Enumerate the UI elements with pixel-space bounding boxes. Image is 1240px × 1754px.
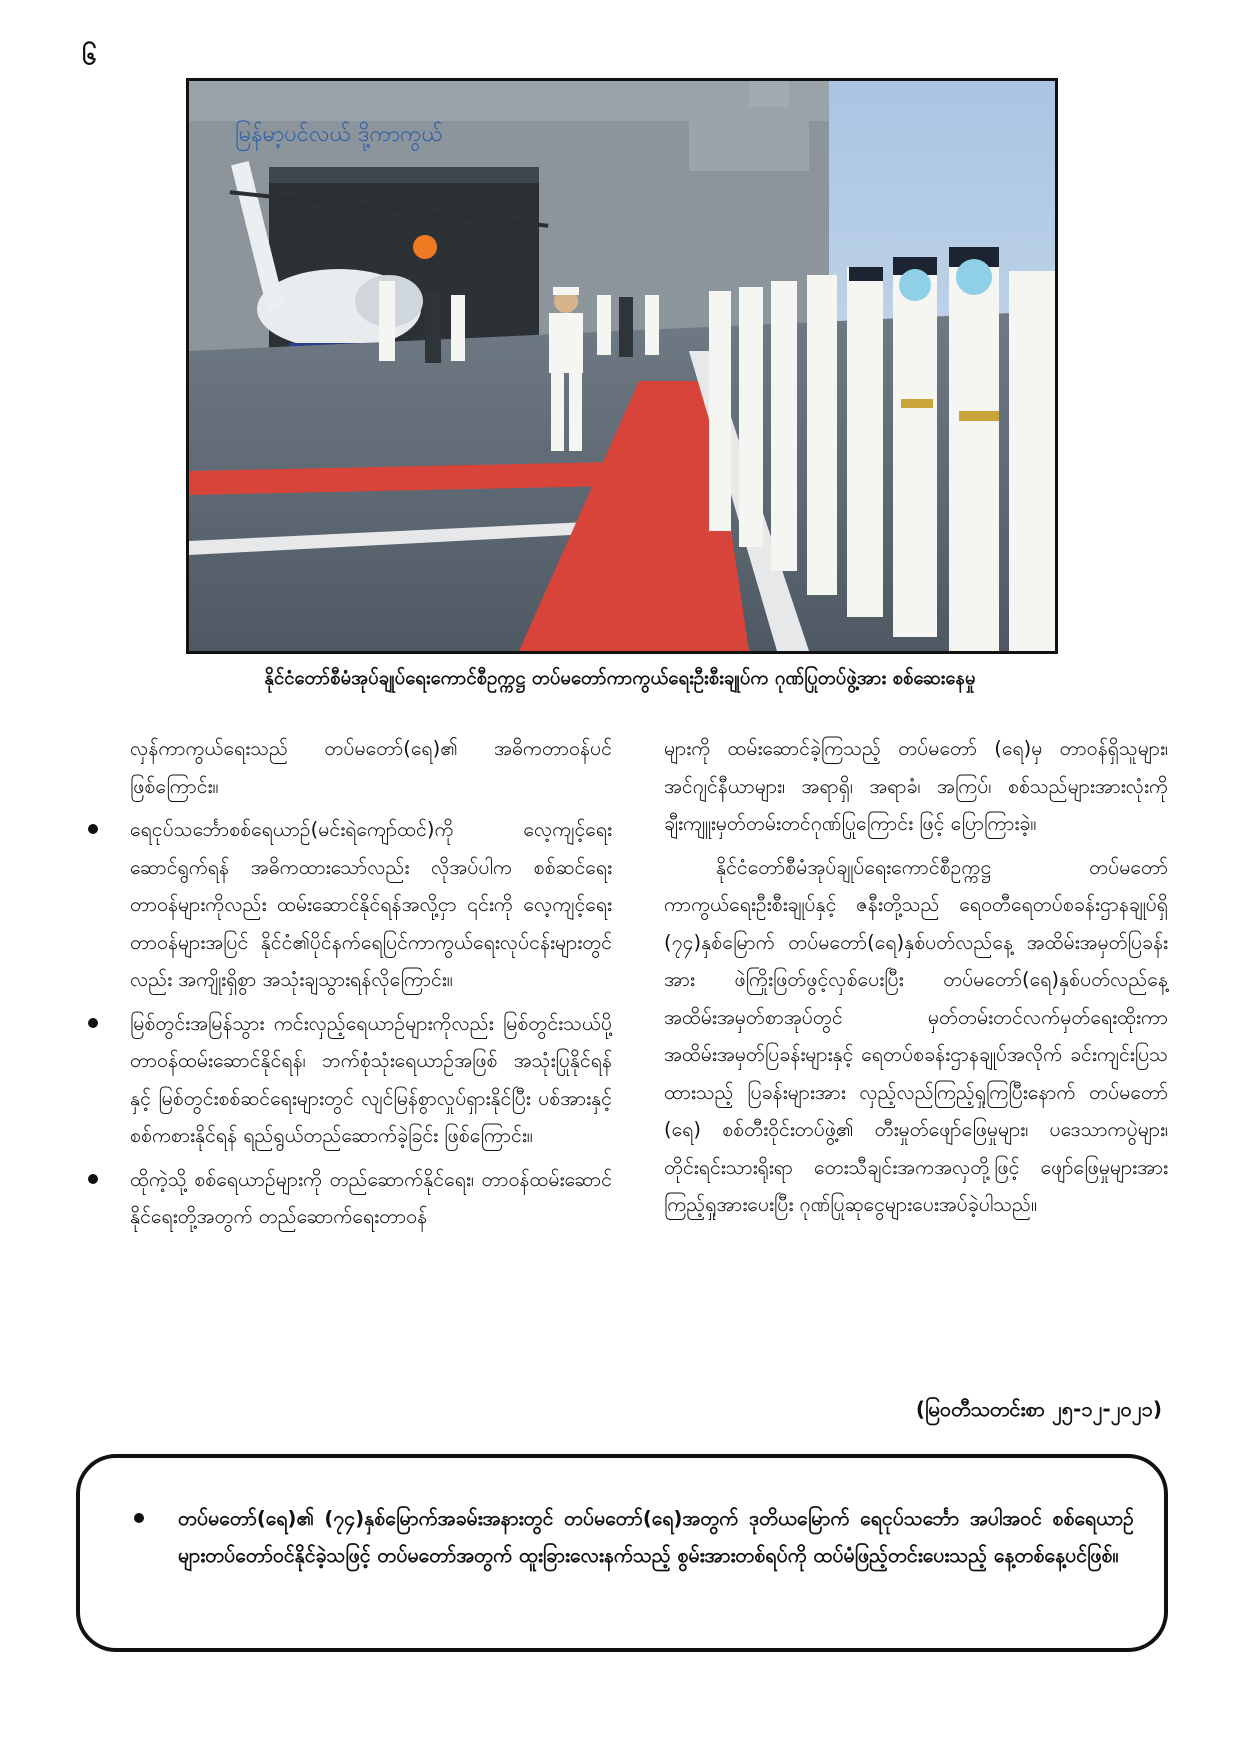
photo-naval-ceremony	[186, 78, 1058, 654]
source-citation: (မြဝတီသတင်းစာ ၂၅-၁၂-၂၀၂၁)	[915, 1397, 1162, 1421]
right-continuation: များကို ထမ်းဆောင်ခဲ့ကြသည့် တပ်မတော် (ရေ)မှ တာဝန်ရှိသူများ၊ အင်ဂျင်နီယာများ၊ အရာရှိ၊ အရာခံ၊ အကြပ်၊ စစ်သည်များအားလုံးကို ချီးကျူးမှတ်တမ်းတင်ဂုဏ်ပြုကြောင်း ဖြင့် ပြောကြားခဲ့။	[664, 737, 1168, 835]
right-column	[664, 730, 1168, 1230]
callout-box	[76, 1454, 1168, 1652]
photo-caption: နိုင်ငံတော်စီမံအုပ်ချုပ်ရေးကောင်စီဥက္ကဋ္ဌ တပ်မတော်ကာကွယ်ရေးဦးစီးချုပ်က ဂုဏ်ပြုတပ်ဖွဲ့အား စစ်ဆေးနေမှု	[264, 668, 976, 689]
callout-bullet	[134, 1500, 1134, 1574]
bullet-text: ထိုကဲ့သို့ စစ်ရေယာဉ်များကို တည်ဆောက်နိုင်ရေး၊ တာဝန်ထမ်းဆောင်နိုင်ရေးတို့အတွက် တည်ဆောက်ရေးတာဝန်	[130, 1167, 612, 1228]
bullet-icon	[88, 824, 98, 834]
bullet-item	[88, 1161, 612, 1236]
bullet-text: ရေငုပ်သင်္ဘောစစ်ရေယာဉ်(မင်းရဲကျော်ထင်)ကို လေ့ကျင့်ရေးဆောင်ရွက်ရန် အဓိကထားသော်လည်း လိုအပ်ပါက စစ်ဆင်ရေးတာဝန်များကိုလည်း ထမ်းဆောင်နိုင်ရန်အလို့ငှာ ၎င်းကို လေ့ကျင့်ရေးတာဝန်များအပြင် နိုင်ငံ၏ပိုင်နက်ရေပြင်ကာကွယ်ရေးလုပ်ငန်းများတွင်လည်း အကျိုးရှိစွာ အသုံးချသွားရန်လိုကြောင်း။	[130, 818, 612, 991]
page-number: ၆	[82, 41, 97, 71]
bullet-item	[88, 811, 612, 999]
bullet-item	[88, 1005, 612, 1155]
callout-text: တပ်မတော်(ရေ)၏ (၇၄)နှစ်မြောက်အခမ်းအနားတွင် တပ်မတော်(ရေ)အတွက် ဒုတိယမြောက် ရေငုပ်သင်္ဘော အပါအဝင် စစ်ရေယာဉ်များတပ်တော်ဝင်နိုင်ခဲ့သဖြင့် တပ်မတော်အတွက် ထူးခြားလေးနက်သည့် စွမ်းအားတစ်ရပ်ကို ထပ်မံဖြည့်တင်းပေးသည့် နေ့တစ်နေ့ပင်ဖြစ်။	[178, 1507, 1134, 1567]
bullet-icon	[134, 1513, 144, 1523]
body-paragraph: နိုင်ငံတော်စီမံအုပ်ချုပ်ရေးကောင်စီဥက္ကဋ္ဌ တပ်မတော်ကာကွယ်ရေးဦးစီးချုပ်နှင့် ဇနီးတို့သည် ရေဝတီရေတပ်စခန်းဌာနချုပ်ရှိ (၇၄)နှစ်မြောက် တပ်မတော်(ရေ)နှစ်ပတ်လည်နေ့ အထိမ်းအမှတ်ပြခန်းအား ဖဲကြိုးဖြတ်ဖွင့်လှစ်ပေးပြီး တပ်မတော်(ရေ)နှစ်ပတ်လည်နေ့ အထိမ်းအမှတ်စာအုပ်တွင် မှတ်တမ်းတင်လက်မှတ်ရေးထိုးကာ အထိမ်းအမှတ်ပြခန်းများနှင့် ရေတပ်စခန်းဌာနချုပ်အလိုက် ခင်းကျင်းပြသထားသည့် ပြခန်းများအား လှည့်လည်ကြည့်ရှုကြပြီးနောက် တပ်မတော် (ရေ) စစ်တီးဝိုင်းတပ်ဖွဲ့၏ တီးမှုတ်ဖျော်ဖြေမှုများ၊ ပဒေသာကပွဲများ၊ တိုင်းရင်းသားရိုးရာ တေးသီချင်းအကအလှတို့ဖြင့် ဖျော်ဖြေမှုများအား ကြည့်ရှုအားပေးပြီး ဂုဏ်ပြုဆုငွေများပေးအပ်ခဲ့ပါသည်။	[664, 855, 1168, 1216]
bullet-icon	[88, 1018, 98, 1028]
ship-label: မြန်မာ့ပင်လယ် ဒို့ကာကွယ်	[235, 122, 443, 147]
left-column	[88, 730, 612, 1242]
photo-illustration	[189, 81, 1055, 651]
bullet-text: မြစ်တွင်းအမြန်သွား ကင်းလှည့်ရေယာဉ်များကိုလည်း မြစ်တွင်းသယ်ပို့တာဝန်ထမ်းဆောင်နိုင်ရန်၊ ဘက်စုံသုံးရေယာဉ်အဖြစ် အသုံးပြုနိုင်ရန်နှင့် မြစ်တွင်းစစ်ဆင်ရေးများတွင် လျင်မြန်စွာလှုပ်ရှားနိုင်ပြီး ပစ်အားနှင့်စစ်ကစားနိုင်ရန် ရည်ရွယ်တည်ဆောက်ခဲ့ခြင်း ဖြစ်ကြောင်း။	[130, 1011, 612, 1147]
left-continuation: လှန်ကာကွယ်ရေးသည် တပ်မတော်(ရေ)၏ အဓိကတာဝန်ပင် ဖြစ်ကြောင်း။	[130, 737, 612, 798]
bullet-icon	[88, 1174, 98, 1184]
